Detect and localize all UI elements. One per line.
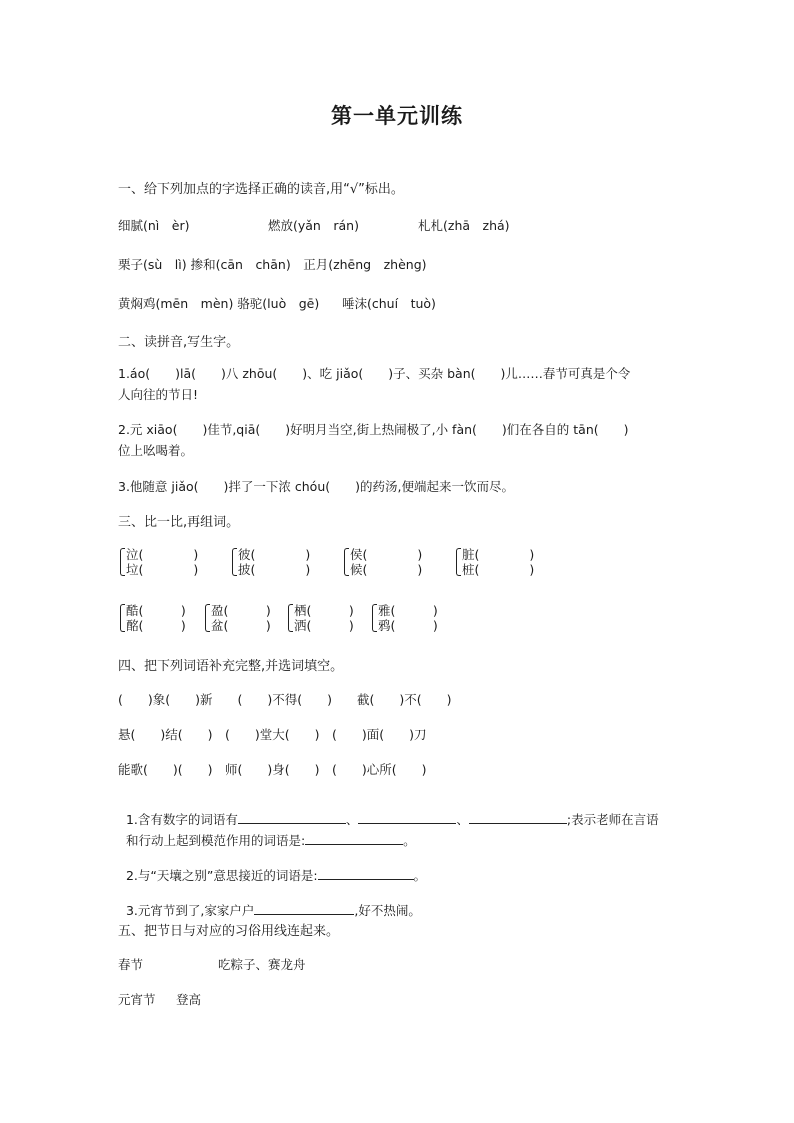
compare-char-7-top: 栖( ) (294, 603, 354, 618)
compare-char-6-bottom: 盆( ) (211, 618, 271, 633)
compare-char-2-top: 彼( ) (238, 547, 311, 562)
brace-group-8 (372, 604, 377, 632)
fill-question-1-line-2 (118, 816, 416, 849)
fill-question-3-text-2: ,好不热闹。 (354, 903, 421, 918)
section-4-heading: 四、把下列词语补充完整,并选词填空。 (118, 659, 344, 674)
compare-char-8-bottom: 鸦( ) (378, 618, 438, 633)
brace-group-6 (205, 604, 210, 632)
pinyin-choice-row-3b: 唾沫(chuí tuò) (342, 296, 436, 311)
page-title: 第一单元训练 (331, 104, 463, 128)
pinyin-choice-row-2: 栗子(sù lì) 掺和(cān chān) 正月(zhēng zhèng) (118, 257, 427, 272)
compare-char-6-top: 盈( ) (211, 603, 271, 618)
section-2-heading: 二、读拼音,写生字。 (118, 335, 240, 350)
idiom-row-2: 悬( )结( ) ( )堂大( ) ( )面( )刀 (118, 727, 427, 742)
compare-char-4-top: 脏( ) (462, 547, 535, 562)
custom-item[interactable]: 吃粽子、赛龙舟 (218, 957, 306, 972)
compare-char-8-top: 雅( ) (378, 603, 438, 618)
brace-group-7 (288, 604, 293, 632)
idiom-row-3: 能歌( )( ) 师( )身( ) ( )心所( ) (118, 762, 427, 777)
pinyin-question-2-line-1: 2.元 xiāo( )佳节,qiā( )好明月当空,街上热闹极了,小 fàn( )们在各自的 tān( ) (118, 422, 629, 437)
answer-blank-3[interactable] (469, 810, 567, 824)
pinyin-choice-1: 细腻(nì èr) (118, 218, 190, 233)
compare-char-5-bottom: 酩( ) (126, 618, 186, 633)
separator: 、 (345, 812, 359, 827)
compare-char-3-top: 侯( ) (350, 547, 423, 562)
brace-group-2 (232, 548, 237, 576)
fill-question-3 (118, 886, 421, 919)
brace-group-1 (120, 548, 125, 576)
festival-item[interactable]: 春节 (118, 957, 144, 972)
pinyin-question-2-line-2: 位上吆喝着。 (118, 443, 194, 458)
section-1-heading: 一、给下列加点的字选择正确的读音,用“√”标出。 (118, 182, 404, 197)
compare-char-4-bottom: 桩( ) (462, 562, 535, 577)
section-3-heading: 三、比一比,再组词。 (118, 515, 240, 530)
section-5-heading: 五、把节日与对应的习俗用线连起来。 (118, 924, 340, 939)
answer-blank-4[interactable] (305, 831, 403, 845)
fill-question-1-text-3: 和行动上起到模范作用的词语是: (125, 833, 306, 848)
pinyin-choice-3: 札札(zhā zhá) (418, 218, 510, 233)
fill-question-1-text: 1.含有数字的词语有 (125, 812, 238, 827)
compare-char-1-bottom: 垃( ) (126, 562, 199, 577)
brace-group-3 (344, 548, 349, 576)
idiom-row-1: ( )象( )新 ( )不得( ) 截( )不( ) (118, 692, 452, 707)
compare-char-3-bottom: 候( ) (350, 562, 423, 577)
compare-char-5-top: 酷( ) (126, 603, 186, 618)
brace-group-4 (456, 548, 461, 576)
fill-question-2 (118, 851, 426, 884)
period: 。 (413, 868, 427, 883)
separator: 、 (456, 812, 469, 827)
pinyin-question-3: 3.他随意 jiǎo( )拌了一下浓 chóu( )的药汤,便端起来一饮而尽。 (118, 479, 514, 494)
fill-question-2-text: 2.与“天壤之别”意思接近的词语是: (125, 868, 318, 883)
compare-char-1-top: 泣( ) (126, 547, 199, 562)
period: 。 (403, 833, 416, 848)
pinyin-question-1-line-1: 1.áo( )lā( )八 zhōu( )、吃 jiǎo( )子、买杂 bàn( )儿……春节可真是个令 (118, 366, 631, 381)
festival-item[interactable]: 元宵节 (118, 992, 156, 1007)
fill-question-3-text: 3.元宵节到了,家家户户 (125, 903, 255, 918)
compare-char-2-bottom: 披( ) (238, 562, 311, 577)
brace-group-5 (120, 604, 125, 632)
custom-item[interactable]: 登高 (176, 992, 202, 1007)
pinyin-choice-row-3a: 黄焖鸡(mēn mèn) 骆驼(luò gē) (118, 296, 320, 311)
pinyin-choice-2: 燃放(yǎn rán) (268, 218, 359, 233)
answer-blank-6[interactable] (254, 901, 354, 915)
compare-char-7-bottom: 洒( ) (294, 618, 354, 633)
fill-question-1-text-2: ;表示老师在言语 (566, 812, 659, 827)
pinyin-question-1-line-2: 人向往的节日! (118, 387, 199, 402)
answer-blank-5[interactable] (318, 866, 414, 880)
